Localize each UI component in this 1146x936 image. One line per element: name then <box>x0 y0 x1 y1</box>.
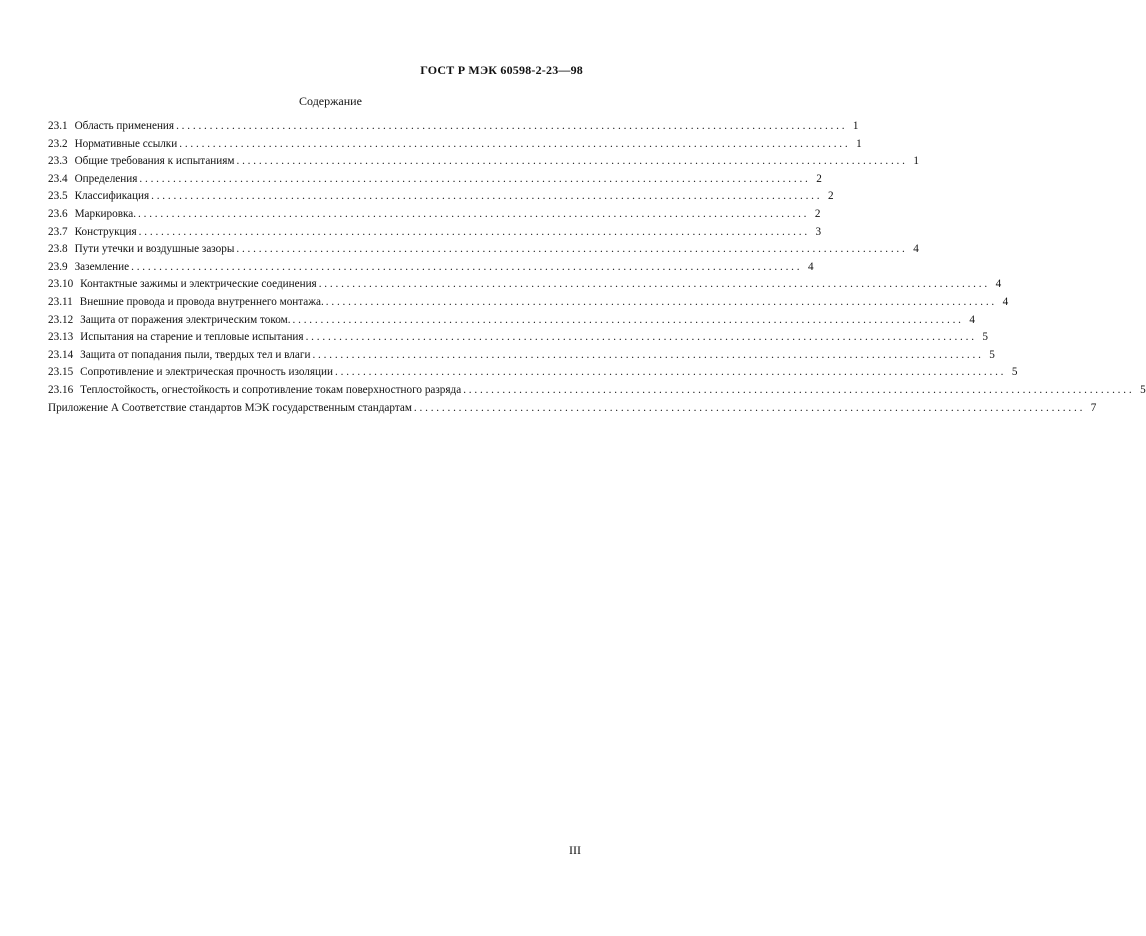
toc-entry[interactable] <box>48 136 862 154</box>
page-number: III <box>569 843 581 857</box>
toc-entry-title: Сопротивление и электрическая прочность изоляции <box>80 366 333 379</box>
toc-entry-page: 5 <box>982 331 989 344</box>
table-of-contents <box>48 118 1146 417</box>
dot-leader <box>414 400 1082 418</box>
dot-leader <box>236 153 904 171</box>
dot-leader <box>236 241 904 259</box>
dot-leader <box>131 259 799 277</box>
toc-entry-page: 2 <box>816 172 822 185</box>
toc-title: Содержание <box>299 94 362 108</box>
toc-entry-page: 4 <box>913 243 919 256</box>
toc-entry-title: Испытания на старение и тепловые испытания <box>80 331 304 344</box>
toc-entry-number: 23.15 <box>48 366 74 379</box>
toc-entry-title: Определения <box>74 172 138 185</box>
toc-entry[interactable] <box>48 312 975 330</box>
toc-entry-number: 23.3 <box>48 155 68 168</box>
dot-leader <box>312 347 980 365</box>
toc-entry-number: 23.14 <box>48 348 74 361</box>
dot-leader <box>306 329 974 347</box>
toc-entry[interactable] <box>48 259 814 277</box>
toc-entry-page: 4 <box>1002 295 1009 308</box>
toc-entry-title: Защита от попадания пыли, твердых тел и влаги <box>80 348 311 361</box>
toc-entry[interactable] <box>48 329 989 347</box>
dot-leader <box>138 206 806 224</box>
toc-entry-title: Пути утечки и воздушные зазоры <box>74 243 235 256</box>
toc-entry-title: Контактные зажимы и электрические соединения <box>80 278 317 291</box>
toc-entry-page: 5 <box>989 348 995 361</box>
dot-leader <box>176 118 844 136</box>
toc-entry-title: Классификация <box>74 190 150 203</box>
toc-entry-page: 4 <box>807 260 814 273</box>
toc-entry[interactable] <box>48 364 1018 382</box>
toc-entry-title: Конструкция <box>74 225 137 238</box>
toc-entry[interactable] <box>48 224 822 242</box>
dot-leader <box>293 312 961 330</box>
toc-entry-appendix[interactable] <box>48 400 1097 418</box>
toc-entry[interactable] <box>48 347 995 365</box>
toc-entry-page: 1 <box>856 137 862 150</box>
toc-entry-title: Маркировка. <box>74 207 137 220</box>
toc-entry-page: 5 <box>1140 383 1146 396</box>
toc-entry[interactable] <box>48 118 859 136</box>
toc-entry-number: 23.1 <box>48 120 68 132</box>
toc-entry-number: 23.8 <box>48 243 68 256</box>
dot-leader <box>335 364 1003 382</box>
toc-entry-title: Общие требования к испытаниям <box>74 155 235 168</box>
toc-entry-page: 1 <box>913 155 919 168</box>
toc-entry-title: Приложение А Соответствие стандартов МЭК государственным стандартам <box>48 401 412 414</box>
toc-entry[interactable] <box>48 294 1009 312</box>
toc-entry-number: 23.2 <box>48 137 68 150</box>
toc-entry-page: 4 <box>995 278 1002 291</box>
dot-leader <box>326 294 994 312</box>
toc-entry-page: 2 <box>814 207 821 220</box>
dot-leader <box>319 276 987 294</box>
toc-entry-page: 5 <box>1011 366 1018 379</box>
toc-entry[interactable] <box>48 206 821 224</box>
toc-entry-page: 3 <box>815 225 822 238</box>
toc-entry-page: 1 <box>852 120 859 132</box>
toc-entry-title: Защита от поражения электрическим током. <box>80 313 291 326</box>
document-code-header: ГОСТ Р МЭК 60598-2-23—98 <box>420 63 583 77</box>
toc-entry-title: Теплостойкость, огнестойкость и сопротивление токам поверхностного разряда <box>80 383 462 396</box>
toc-entry[interactable] <box>48 276 1002 294</box>
toc-entry[interactable] <box>48 241 919 259</box>
toc-entry-number: 23.9 <box>48 260 68 273</box>
toc-entry[interactable] <box>48 171 822 189</box>
toc-entry-title: Внешние провода и провода внутреннего монтажа. <box>79 295 324 308</box>
toc-entry-number: 23.5 <box>48 190 68 203</box>
dot-leader <box>179 136 847 154</box>
dot-leader <box>139 171 807 189</box>
toc-entry-page: 4 <box>969 313 975 326</box>
toc-entry-number: 23.11 <box>48 295 73 308</box>
toc-entry-number: 23.7 <box>48 225 68 238</box>
toc-entry-number: 23.13 <box>48 331 74 344</box>
toc-entry-number: 23.16 <box>48 383 74 396</box>
toc-entry-number: 23.10 <box>48 278 74 291</box>
dot-leader <box>463 382 1131 400</box>
toc-entry-number: 23.12 <box>48 313 74 326</box>
dot-leader <box>151 188 819 206</box>
toc-entry[interactable] <box>48 382 1146 400</box>
toc-entry-page: 7 <box>1090 401 1097 414</box>
toc-entry-title: Область применения <box>74 120 175 132</box>
toc-entry[interactable] <box>48 153 919 171</box>
toc-entry-title: Заземление <box>74 260 130 273</box>
dot-leader <box>139 224 807 242</box>
toc-entry-number: 23.6 <box>48 207 68 220</box>
toc-entry[interactable] <box>48 188 834 206</box>
toc-entry-number: 23.4 <box>48 172 68 185</box>
toc-entry-title: Нормативные ссылки <box>74 137 178 150</box>
toc-entry-page: 2 <box>827 190 834 203</box>
